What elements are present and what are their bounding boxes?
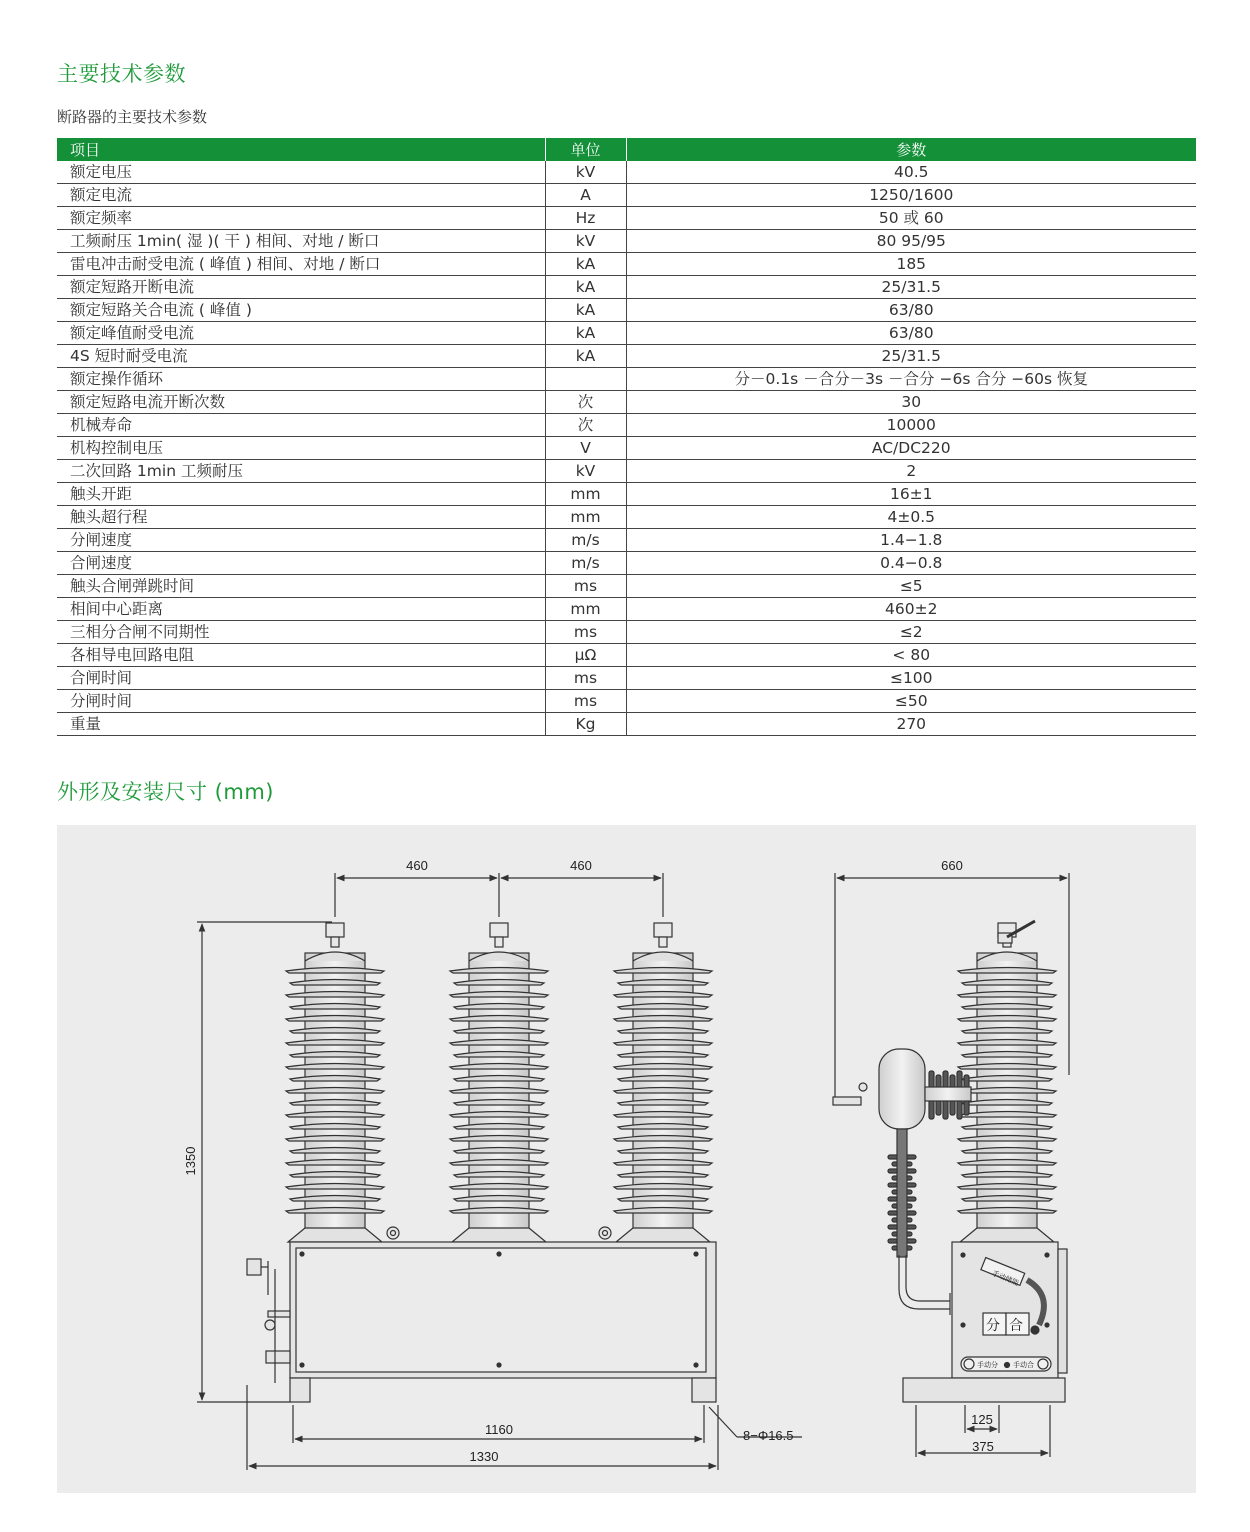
table-row xyxy=(57,230,1196,253)
header-value: 参数 xyxy=(626,138,1196,161)
row-value: 460±2 xyxy=(626,598,1196,621)
row-unit: ms xyxy=(545,621,626,644)
row-item: 额定短路关合电流 ( 峰值 ) xyxy=(57,299,545,322)
row-unit: kV xyxy=(545,230,626,253)
table-row xyxy=(57,506,1196,529)
row-unit: ms xyxy=(545,575,626,598)
row-item: 各相导电回路电阻 xyxy=(57,644,545,667)
row-value: 16±1 xyxy=(626,483,1196,506)
row-unit: 次 xyxy=(545,391,626,414)
row-unit: 次 xyxy=(545,414,626,437)
insulator-column xyxy=(614,923,712,1242)
row-value: 63/80 xyxy=(626,322,1196,345)
row-item: 额定频率 xyxy=(57,207,545,230)
row-unit: ms xyxy=(545,667,626,690)
row-unit: Hz xyxy=(545,207,626,230)
dimensions-title: 外形及安装尺寸 (mm) xyxy=(57,780,274,804)
row-item: 机构控制电压 xyxy=(57,437,545,460)
side-view xyxy=(833,873,1069,1457)
row-value: 2 xyxy=(626,460,1196,483)
table-row xyxy=(57,529,1196,552)
row-value: 分－0.1s －合分－3s －合分 −6s 合分 −60s 恢复 xyxy=(626,368,1196,391)
row-item: 雷电冲击耐受电流 ( 峰值 ) 相间、对地 / 断口 xyxy=(57,253,545,276)
row-value: 40.5 xyxy=(626,161,1196,184)
row-item: 分闸时间 xyxy=(57,690,545,713)
manual-close-label: 手动合 xyxy=(1013,1361,1034,1369)
row-unit: mm xyxy=(545,598,626,621)
row-value: 0.4−0.8 xyxy=(626,552,1196,575)
row-item: 额定峰值耐受电流 xyxy=(57,322,545,345)
row-value: 30 xyxy=(626,391,1196,414)
table-row xyxy=(57,575,1196,598)
front-view xyxy=(197,873,802,1470)
row-unit: ms xyxy=(545,690,626,713)
row-item: 三相分合闸不同期性 xyxy=(57,621,545,644)
row-unit: Kg xyxy=(545,713,626,736)
row-item: 额定操作循环 xyxy=(57,368,545,391)
insulator-column xyxy=(286,923,384,1242)
table-row xyxy=(57,276,1196,299)
insulator-column xyxy=(958,923,1056,1242)
dim-base-side: 375 xyxy=(972,1439,994,1454)
row-item: 额定短路电流开断次数 xyxy=(57,391,545,414)
row-value: 25/31.5 xyxy=(626,345,1196,368)
open-label: 分 xyxy=(986,1318,1000,1334)
drawing-svg xyxy=(57,825,1196,1493)
row-value: 185 xyxy=(626,253,1196,276)
table-row xyxy=(57,345,1196,368)
row-unit: kA xyxy=(545,299,626,322)
table-header-row xyxy=(57,138,1196,161)
dim-holes: 8−Φ16.5 xyxy=(743,1428,794,1443)
manual-open-label: 手动分 xyxy=(977,1361,998,1369)
row-item: 4S 短时耐受电流 xyxy=(57,345,545,368)
row-item: 分闸速度 xyxy=(57,529,545,552)
row-item: 工频耐压 1min( 湿 )( 干 ) 相间、对地 / 断口 xyxy=(57,230,545,253)
row-value: 10000 xyxy=(626,414,1196,437)
dimension-drawing xyxy=(57,825,1196,1493)
row-item: 合闸时间 xyxy=(57,667,545,690)
row-value: ≤2 xyxy=(626,621,1196,644)
row-unit: kA xyxy=(545,276,626,299)
header-item: 项目 xyxy=(57,138,545,161)
table-row xyxy=(57,207,1196,230)
row-unit: A xyxy=(545,184,626,207)
row-value: AC/DC220 xyxy=(626,437,1196,460)
row-value: 4±0.5 xyxy=(626,506,1196,529)
row-value: 270 xyxy=(626,713,1196,736)
row-item: 额定电压 xyxy=(57,161,545,184)
row-unit: mm xyxy=(545,506,626,529)
table-row xyxy=(57,667,1196,690)
table-body xyxy=(57,161,1196,736)
dim-pitch-1: 460 xyxy=(406,858,428,873)
row-value: 25/31.5 xyxy=(626,276,1196,299)
table-row xyxy=(57,460,1196,483)
row-unit: kV xyxy=(545,460,626,483)
table-row xyxy=(57,437,1196,460)
row-unit: kA xyxy=(545,253,626,276)
tech-params-title: 主要技术参数 xyxy=(57,62,186,86)
row-item: 重量 xyxy=(57,713,545,736)
table-row xyxy=(57,598,1196,621)
row-value: ≤100 xyxy=(626,667,1196,690)
table-row xyxy=(57,414,1196,437)
row-unit: μΩ xyxy=(545,644,626,667)
dim-mount-front: 1160 xyxy=(485,1422,513,1437)
row-value: 80 95/95 xyxy=(626,230,1196,253)
row-item: 合闸速度 xyxy=(57,552,545,575)
breaker-subtitle: 断路器的主要技术参数 xyxy=(57,108,208,126)
dim-mount-side: 125 xyxy=(971,1412,993,1427)
dim-overall-front: 1330 xyxy=(469,1449,499,1464)
energy-label: 手动储能 xyxy=(990,1269,1020,1288)
table-row xyxy=(57,391,1196,414)
row-unit: m/s xyxy=(545,529,626,552)
row-value: < 80 xyxy=(626,644,1196,667)
table-row xyxy=(57,644,1196,667)
table-row xyxy=(57,322,1196,345)
dim-height: 1350 xyxy=(183,1146,198,1176)
dim-depth-side: 660 xyxy=(941,858,963,873)
row-value: 1250/1600 xyxy=(626,184,1196,207)
row-unit: kV xyxy=(545,161,626,184)
spec-table xyxy=(57,138,1196,736)
row-item: 触头合闸弹跳时间 xyxy=(57,575,545,598)
row-value: ≤50 xyxy=(626,690,1196,713)
row-unit: kA xyxy=(545,322,626,345)
dim-pitch-2: 460 xyxy=(570,858,592,873)
table-row xyxy=(57,368,1196,391)
row-unit: V xyxy=(545,437,626,460)
table-row xyxy=(57,184,1196,207)
table-row xyxy=(57,713,1196,736)
insulator-column xyxy=(450,923,548,1242)
table-row xyxy=(57,483,1196,506)
close-label: 合 xyxy=(1009,1318,1023,1334)
row-item: 相间中心距离 xyxy=(57,598,545,621)
table-row xyxy=(57,161,1196,184)
table-row xyxy=(57,253,1196,276)
row-unit: m/s xyxy=(545,552,626,575)
row-unit: mm xyxy=(545,483,626,506)
row-item: 二次回路 1min 工频耐压 xyxy=(57,460,545,483)
header-unit: 单位 xyxy=(545,138,626,161)
table-row xyxy=(57,299,1196,322)
row-value: 50 或 60 xyxy=(626,207,1196,230)
row-item: 额定短路开断电流 xyxy=(57,276,545,299)
table-row xyxy=(57,552,1196,575)
row-value: 1.4−1.8 xyxy=(626,529,1196,552)
row-value: 63/80 xyxy=(626,299,1196,322)
row-item: 触头超行程 xyxy=(57,506,545,529)
row-item: 机械寿命 xyxy=(57,414,545,437)
row-unit: kA xyxy=(545,345,626,368)
row-unit xyxy=(545,368,626,391)
row-item: 触头开距 xyxy=(57,483,545,506)
table-row xyxy=(57,621,1196,644)
row-item: 额定电流 xyxy=(57,184,545,207)
row-value: ≤5 xyxy=(626,575,1196,598)
table-row xyxy=(57,690,1196,713)
